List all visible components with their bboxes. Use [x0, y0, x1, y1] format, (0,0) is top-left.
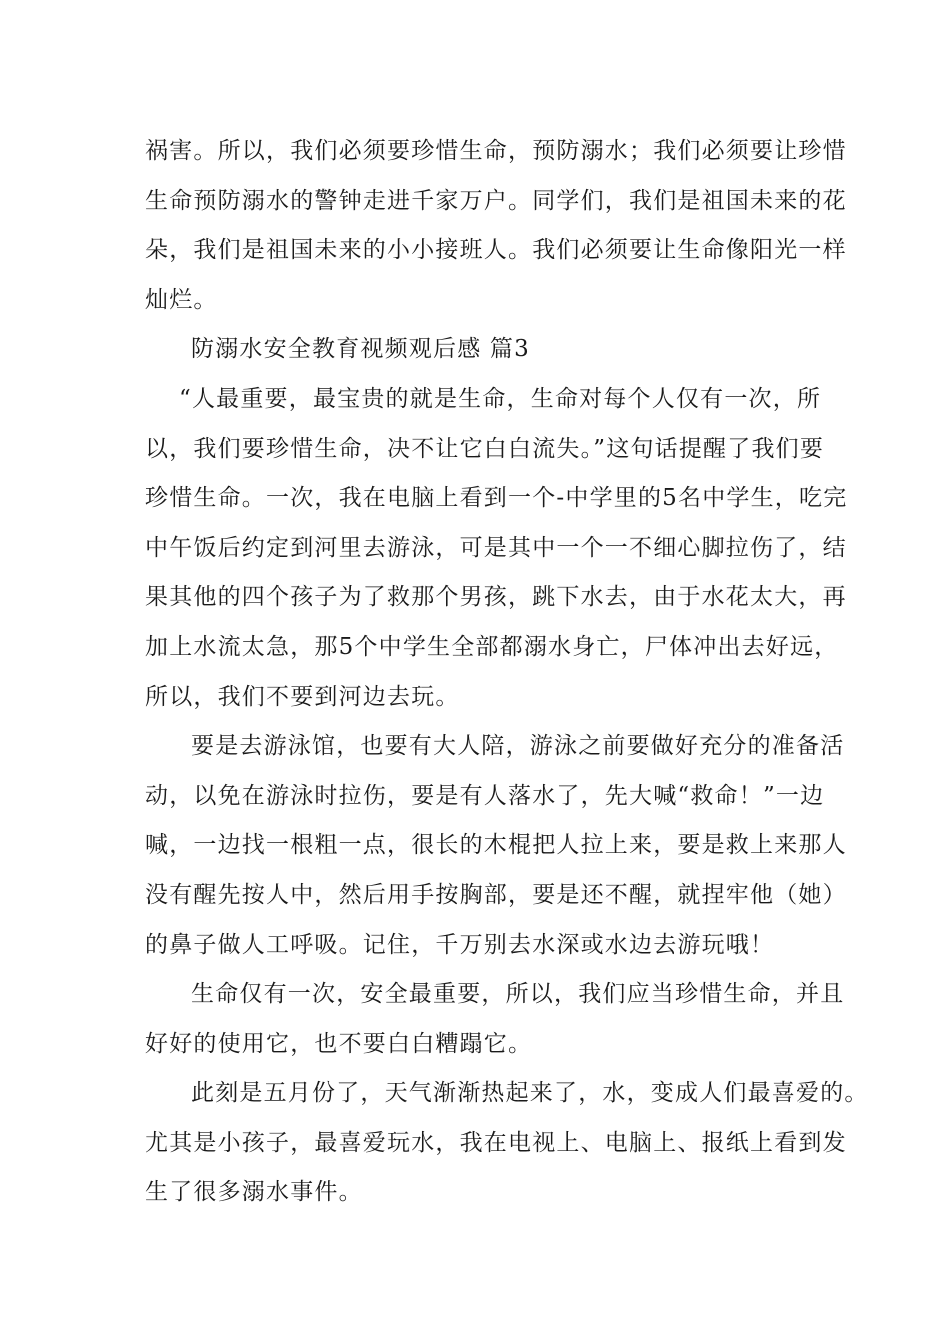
paragraph-2-line: 所以，我们不要到河边去玩。	[145, 683, 460, 710]
paragraph-4	[145, 970, 845, 1069]
paragraph-2-line: 中午饭后约定到河里去游泳，可是其中一个一不细心脚拉伤了，结	[145, 534, 847, 561]
paragraph-5-line: 生了很多溺水事件。	[145, 1179, 363, 1206]
paragraph-5-line: 此刻是五月份了，天气渐渐热起来了，水，变成人们最喜爱的。	[191, 1080, 869, 1107]
paragraph-1	[145, 127, 847, 325]
paragraph-2-line: 果其他的四个孩子为了救那个男孩，跳下水去，由于水花太大，再	[145, 584, 847, 611]
paragraph-3-line: 没有醒先按人中，然后用手按胸部，要是还不醒，就捏牢他（她）	[145, 881, 847, 908]
paragraph-3-line: 动，以免在游泳时拉伤，要是有人落水了，先大喊“救命！”一边	[145, 782, 825, 809]
paragraph-4-line: 好好的使用它，也不要白白糟蹋它。	[145, 1030, 533, 1057]
paragraph-5-line: 尤其是小孩子，最喜爱玩水，我在电视上、电脑上、报纸上看到发	[145, 1129, 847, 1156]
paragraph-2-line: 珍惜生命。一次，我在电脑上看到一个-中学里的5名中学生，吃完	[145, 485, 848, 512]
paragraph-3-line: 喊，一边找一根粗一点，很长的木棍把人拉上来，要是救上来那人	[145, 832, 847, 859]
paragraph-4-line: 生命仅有一次，安全最重要，所以，我们应当珍惜生命，并且	[191, 981, 845, 1008]
paragraph-2	[145, 375, 848, 722]
paragraph-3-line: 要是去游泳馆，也要有大人陪，游泳之前要做好充分的准备活	[191, 733, 845, 760]
section-heading: 防溺水安全教育视频观后感 篇3	[191, 336, 530, 363]
paragraph-5	[145, 1069, 869, 1218]
paragraph-2-line: 加上水流太急，那5个中学生全部都溺水身亡，尸体冲出去好远，	[145, 633, 839, 660]
paragraph-1-line: 生命预防溺水的警钟走进千家万户。同学们，我们是祖国未来的花	[145, 187, 847, 214]
document-body	[145, 127, 869, 1218]
paragraph-1-line: 朵，我们是祖国未来的小小接班人。我们必须要让生命像阳光一样	[145, 237, 847, 264]
paragraph-2-line: 以，我们要珍惜生命，决不让它白白流失。”这句话提醒了我们要	[145, 435, 825, 462]
paragraph-3	[145, 722, 847, 970]
paragraph-1-line: 灿烂。	[145, 286, 218, 313]
paragraph-3-line: 的鼻子做人工呼吸。记住，千万别去水深或水边去游玩哦！	[145, 931, 775, 958]
paragraph-2-line: “人最重要，最宝贵的就是生命，生命对每个人仅有一次，所	[179, 385, 822, 412]
paragraph-1-line: 祸害。所以，我们必须要珍惜生命，预防溺水；我们必须要让珍惜	[145, 138, 847, 164]
